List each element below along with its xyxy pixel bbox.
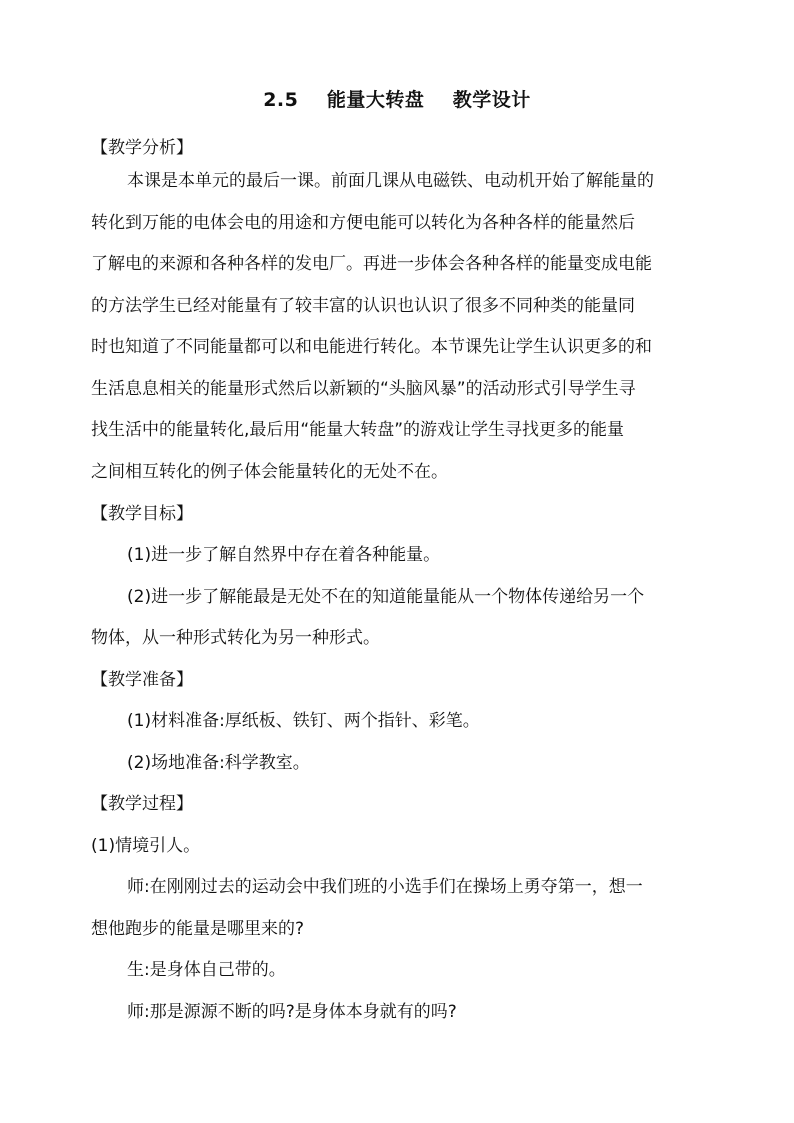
- section-heading-preparation: 【教学准备】: [91, 670, 193, 690]
- paragraph-line: 生活息息相关的能量形式然后以新颖的“头脑风暴”的活动形式引导学生寻: [91, 379, 636, 399]
- paragraph-line: 之间相互转化的例子体会能量转化的无处不在。: [91, 462, 448, 482]
- paragraph-line: (1)材料准备:厚纸板、铁钉、两个指针、彩笔。: [127, 711, 480, 731]
- section-heading-process: 【教学过程】: [91, 794, 193, 814]
- section-heading-goals: 【教学目标】: [91, 504, 193, 524]
- paragraph-line: 想他跑步的能量是哪里来的?: [91, 919, 305, 939]
- paragraph-line: 生:是身体自己带的。: [127, 960, 286, 980]
- section-heading-analysis: 【教学分析】: [91, 138, 193, 158]
- paragraph-line: 时也知道了不同能量都可以和电能进行转化。本节课先让学生认识更多的和: [91, 337, 652, 357]
- document-title: 2.5 能量大转盘 教学设计: [263, 89, 531, 111]
- paragraph-line: 转化到万能的电体会电的用途和方便电能可以转化为各种各样的能量然后: [91, 213, 635, 233]
- paragraph-line: 师:那是源源不断的吗?是身体本身就有的吗?: [127, 1002, 457, 1022]
- paragraph-line: 的方法学生已经对能量有了较丰富的认识也认识了很多不同种类的能量同: [91, 296, 635, 316]
- paragraph-line: 本课是本单元的最后一课。前面几课从电磁铁、电动机开始了解能量的: [127, 171, 654, 191]
- paragraph-line: 了解电的来源和各种各样的发电厂。再进一步体会各种各样的能量变成电能: [91, 254, 652, 274]
- paragraph-line: (2)进一步了解能最是无处不在的知道能量能从一个物体传递给另一个: [127, 587, 645, 607]
- paragraph-line: 找生活中的能量转化,最后用“能量大转盘”的游戏让学生寻找更多的能量: [91, 420, 625, 440]
- paragraph-line: 物体，从一种形式转化为另一种形式。: [91, 628, 380, 648]
- paragraph-line: (1)进一步了解自然界中存在着各种能量。: [127, 545, 441, 565]
- paragraph-line: (1)情境引人。: [91, 836, 201, 856]
- paragraph-line: (2)场地准备:科学教室。: [127, 753, 310, 773]
- paragraph-line: 师:在刚刚过去的运动会中我们班的小选手们在操场上勇夺第一，想一: [127, 877, 643, 897]
